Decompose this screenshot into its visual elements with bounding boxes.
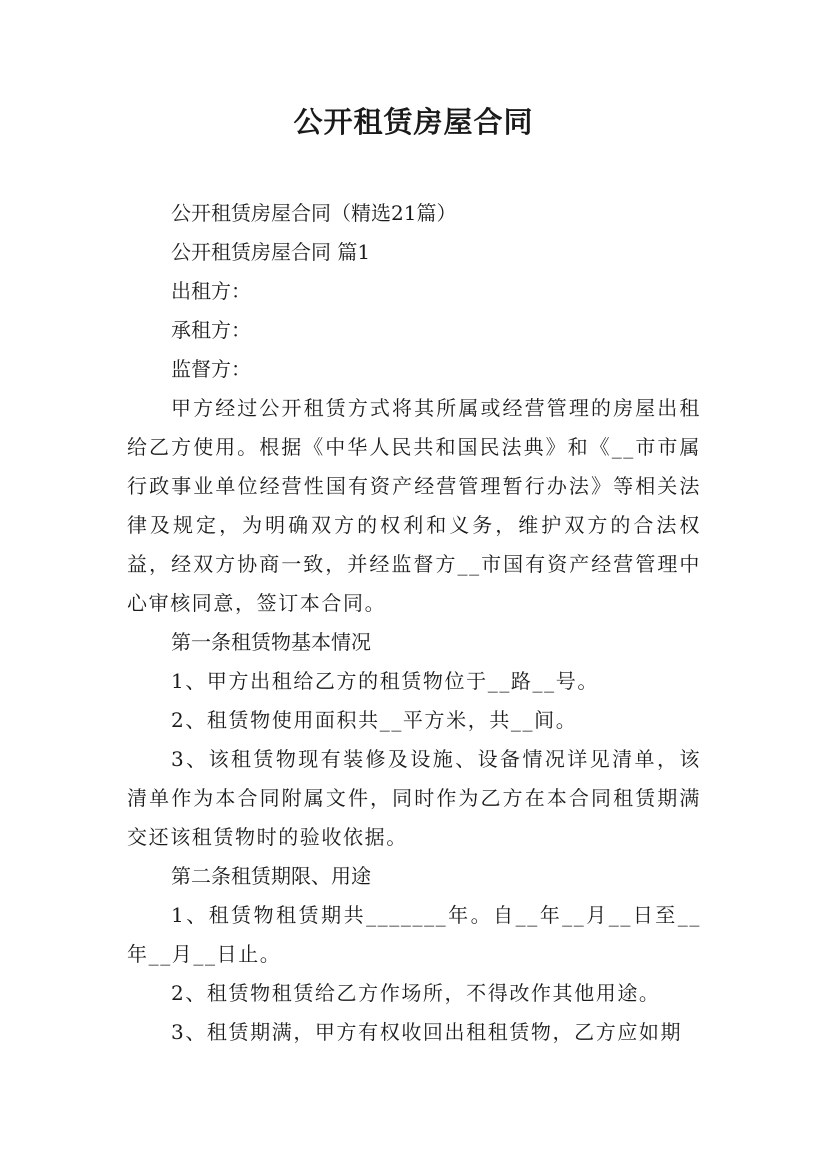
subtitle-line: 公开租赁房屋合同（精选21篇） — [171, 201, 457, 225]
article-2-heading: 第二条租赁期限、用途 — [171, 864, 371, 888]
document-body — [127, 194, 701, 1052]
article-2-item-2: 2、租赁物租赁给乙方作场所，不得改作其他用途。 — [171, 981, 661, 1005]
document-title: 公开租赁房屋合同 — [293, 105, 534, 139]
supervisor-label: 监督方： — [171, 357, 251, 381]
preamble-paragraph: 甲方经过公开租赁方式将其所属或经营管理的房屋出租给乙方使用。根据《中华人民共和国民法典》和《__市市属行政事业单位经营性国有资产经营管理暂行办法》等相关法律及规定，为明确双方的权利和义务，维护双方的合法权益，经双方协商一致，并经监督方__市国有资产经营管理中心审核同意，签订本合同。 — [127, 396, 701, 615]
lessee-label: 承租方： — [171, 318, 251, 342]
article-1-item-3: 3、该租赁物现有装修及设施、设备情况详见清单，该清单作为本合同附属文件，同时作为乙方在本合同租赁期满交还该租赁物时的验收依据。 — [127, 747, 701, 849]
article-2-item-1: 1、租赁物租赁期共_______年。自__年__月__日至__年__月__日止。 — [127, 903, 701, 966]
section-heading: 公开租赁房屋合同 篇1 — [171, 240, 371, 264]
article-1-item-2: 2、租赁物使用面积共__平方米，共__间。 — [171, 708, 578, 732]
article-1-heading: 第一条租赁物基本情况 — [171, 630, 371, 654]
article-1-item-1: 1、甲方出租给乙方的租赁物位于__路__号。 — [171, 669, 599, 693]
lessor-label: 出租方： — [171, 279, 251, 303]
article-2-item-3: 3、租赁期满，甲方有权收回出租租赁物，乙方应如期 — [171, 1020, 683, 1044]
